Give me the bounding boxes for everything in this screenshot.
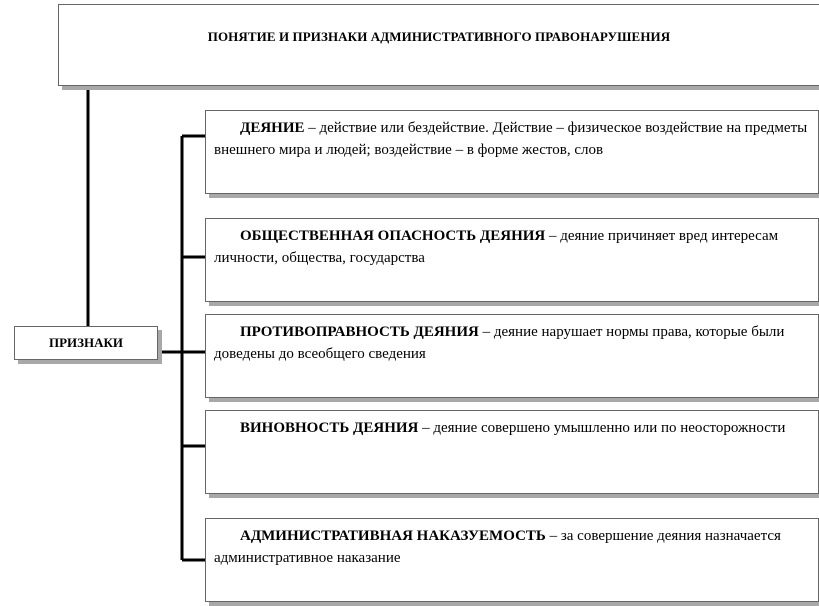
feature-sep: – bbox=[304, 120, 320, 136]
feature-text: деяние нарушает нормы права, которые были доведены до всеобщего сведения bbox=[214, 324, 785, 362]
title-box bbox=[58, 4, 819, 86]
signs-label: ПРИЗНАКИ bbox=[48, 335, 124, 350]
feature-sep: – bbox=[545, 228, 561, 244]
feature-sep: – bbox=[478, 324, 494, 340]
signs-box bbox=[14, 326, 158, 360]
feature-head: ВИНОВНОСТЬ ДЕЯНИЯ bbox=[240, 420, 419, 436]
feature-box-unlawfulness bbox=[205, 314, 819, 398]
feature-text: деяние совершено умышленно или по неосторожности bbox=[433, 420, 786, 436]
diagram-title: ПОНЯТИЕ И ПРИЗНАКИ АДМИНИСТРАТИВНОГО ПРАВОНАРУШЕНИЯ bbox=[207, 29, 671, 44]
feature-text: деяние причиняет вред интересам личности, общества, государства bbox=[214, 228, 779, 266]
feature-head: ДЕЯНИЕ bbox=[240, 120, 305, 136]
feature-box-guilt bbox=[205, 410, 819, 494]
feature-box-danger bbox=[205, 218, 819, 302]
feature-box-act bbox=[205, 110, 819, 194]
feature-head: ОБЩЕСТВЕННАЯ ОПАСНОСТЬ ДЕЯНИЯ bbox=[240, 228, 546, 244]
feature-head: ПРОТИВОПРАВНОСТЬ ДЕЯНИЯ bbox=[240, 324, 479, 340]
feature-sep: – bbox=[545, 528, 561, 544]
feature-text: действие или бездействие. Действие – физическое воздействие на предметы внешнего мира и людей; воздействие – в форме жестов, слов bbox=[214, 120, 808, 158]
feature-box-punishability bbox=[205, 518, 819, 602]
feature-sep: – bbox=[418, 420, 434, 436]
feature-text: за совершение деяния назначается административное наказание bbox=[214, 528, 781, 566]
feature-head: АДМИНИСТРАТИВНАЯ НАКАЗУЕМОСТЬ bbox=[240, 528, 546, 544]
